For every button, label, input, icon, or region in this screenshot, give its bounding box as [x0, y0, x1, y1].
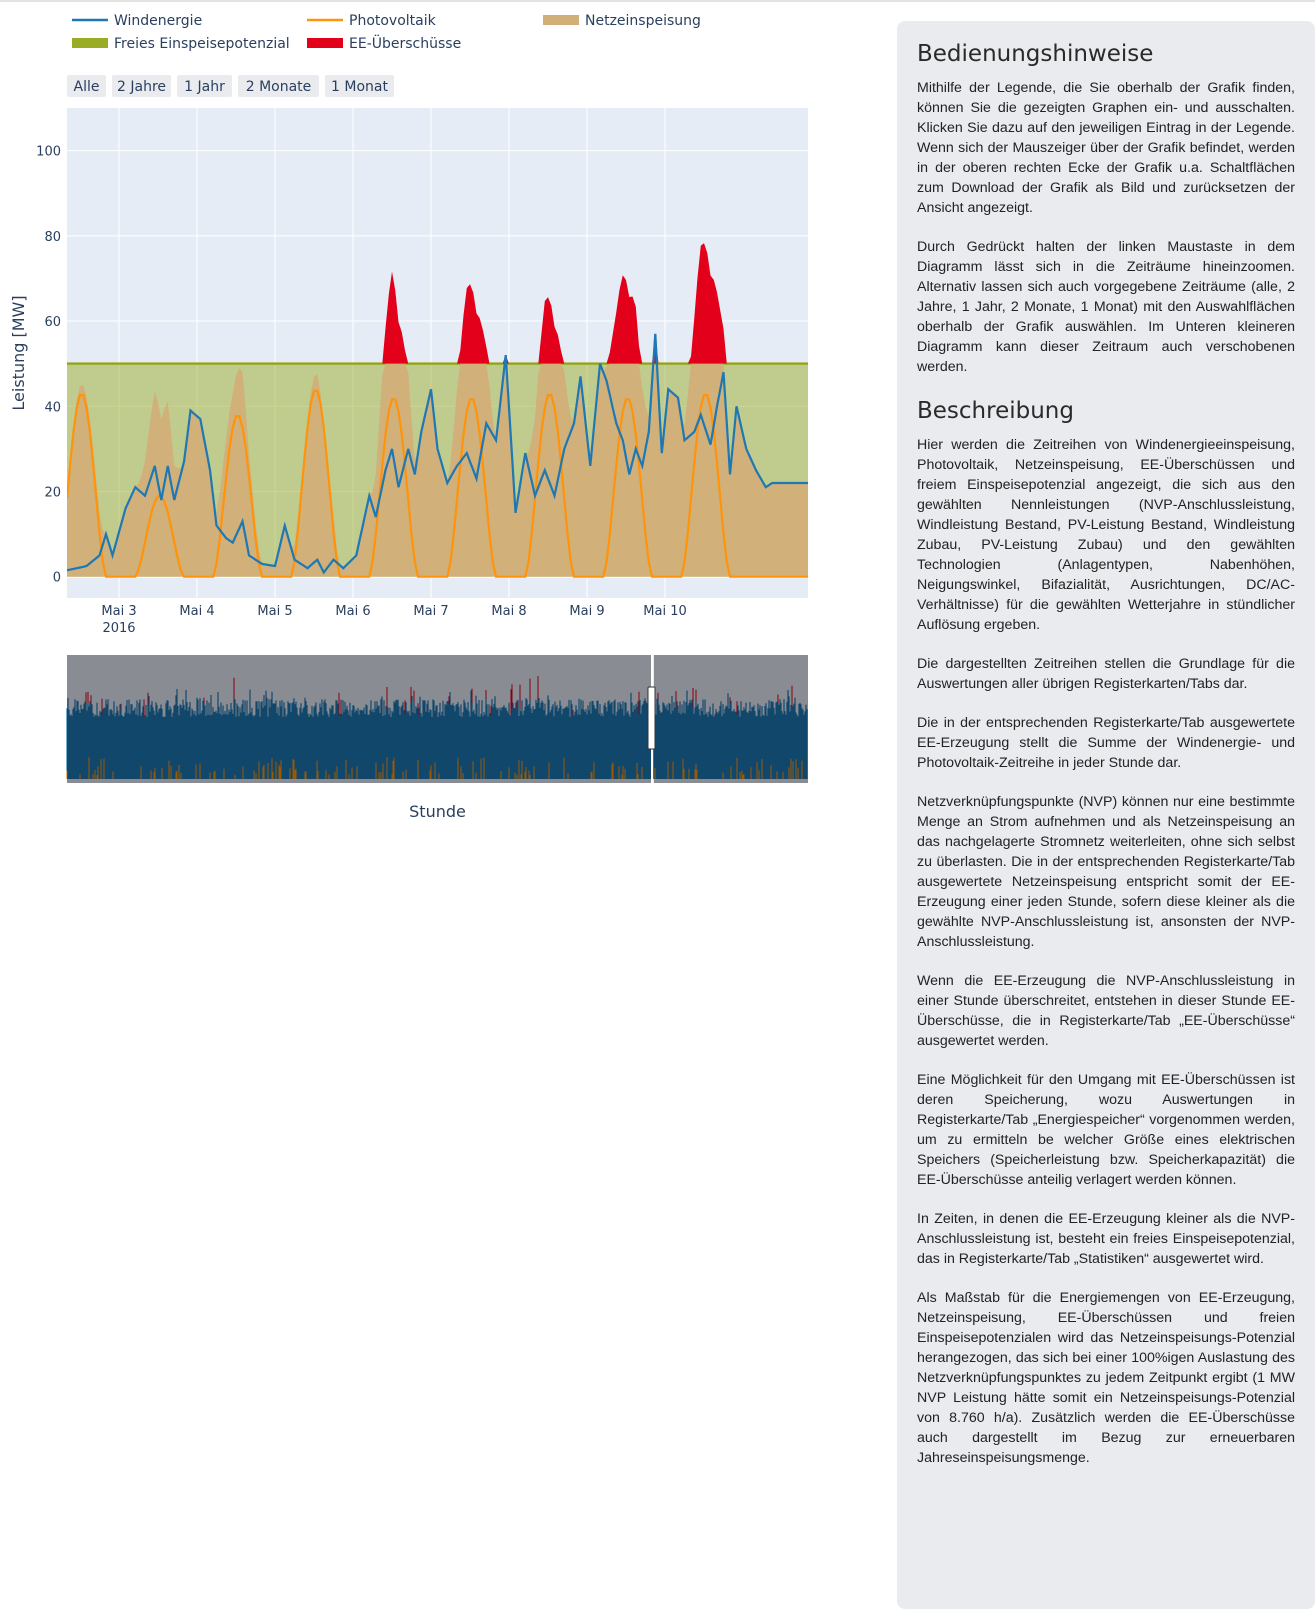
legend-swatch-ee-überschüsse: [307, 38, 343, 48]
range-button-2-monate[interactable]: [238, 75, 319, 97]
heading-bedienungshinweise: Bedienungshinweise: [917, 41, 1154, 67]
paragraph-beschreibung-1: Hier werden die Zeitreihen von Windenergieeinspeisung, Photovoltaik, Netzeinspeisung, EE-Überschüssen und freiem Einspeisepotenzial angezeigt, die sich aus den gewählten Nennleistungen (NVP-Anschlussleistung, Windleistung Bestand, PV-Leistung Bestand, Windleistung Zubau, PV-Leistung Zubau) und den gewählten Technologien (Anlagentypen, Nabenhöhen, Neigungswinkel, Bifazialität, Ausrichtungen, DC/AC-Verhältnisse) für die gewählten Wetterjahre in stündlicher Auflösung ergeben.: [917, 437, 1295, 633]
x-tick-label: Mai 10: [643, 604, 687, 619]
legend-item-netzeinspeisung[interactable]: [543, 13, 701, 29]
range-slider-handle[interactable]: [648, 687, 655, 749]
x-tick-year: 2016: [102, 621, 136, 636]
y-tick-label: 20: [44, 485, 61, 501]
range-slider-mask-right: [654, 655, 808, 783]
x-tick-label: Mai 8: [491, 604, 527, 619]
legend-swatch-freies-einspeisepotenzial: [72, 38, 108, 48]
x-tick-label: Mai 3: [101, 604, 137, 619]
y-tick-label: 40: [44, 400, 61, 416]
range-button-label: 2 Jahre: [117, 79, 166, 95]
legend-label-windenergie: Windenergie: [114, 13, 203, 29]
legend-swatch-netzeinspeisung: [543, 15, 579, 25]
range-button-label: 1 Monat: [331, 79, 388, 95]
range-button-1-jahr[interactable]: [177, 75, 232, 97]
paragraph-beschreibung-6: Eine Möglichkeit für den Umgang mit EE-Überschüssen ist deren Speicherung, wozu Auswertungen in Registerkarte/Tab „Energiespeicher“ vorgenommen werden, um zu ermitteln be welcher Größe eines elektrischen Speichers (Speicherleistung bzw. Speicherkapazität) die EE-Überschüsse anteilig verlagert werden können.: [917, 1072, 1295, 1188]
heading-beschreibung: Beschreibung: [917, 398, 1074, 424]
y-tick-label: 80: [44, 229, 61, 245]
legend: [72, 13, 701, 52]
y-tick-label: 100: [36, 144, 61, 160]
range-button-alle[interactable]: [67, 75, 106, 97]
range-button-label: Alle: [73, 79, 100, 95]
chart-container[interactable]: [0, 0, 880, 860]
paragraph-beschreibung-4: Netzverknüpfungspunkte (NVP) können nur eine bestimmte Menge an Strom aufnehmen und als Netzeinspeisung an das nachgelagerte Stromnetz weiterleiten, ohne sich selbst zu überlasten. Die in der entsprechenden Registerkarte/Tab ausgewertete Netzeinspeisung entspricht somit der EE-Erzeugung einer jeden Stunde, sofern diese kleiner als die gewählte NVP-Anschlussleistung ist, ansonsten der NVP-Anschlussleistung.: [917, 794, 1295, 950]
x-tick-label: Mai 4: [179, 604, 215, 619]
range-button-label: 1 Jahr: [184, 79, 225, 95]
paragraph-beschreibung-3: Die in der entsprechenden Registerkarte/Tab ausgewertete EE-Erzeugung stellt die Summe der Windenergie- und Photovoltaik-Zeitreihe in jeder Stunde dar.: [917, 715, 1295, 771]
paragraph-bedienung-2: Durch Gedrückt halten der linken Maustaste in dem Diagramm lässt sich in die Zeiträume hineinzoomen. Alternativ lassen sich auch vorgegebene Zeiträume (alle, 2 Jahre, 1 Jahr, 2 Monate, 1 Monat) mit den Auswahlflächen oberhalb der Grafik auswählen. Im Unteren kleineren Diagramm kann dieser Zeitraum auch verschobenen werden.: [917, 239, 1295, 375]
x-tick-label: Mai 7: [413, 604, 449, 619]
legend-label-ee-überschüsse: EE-Überschüsse: [349, 36, 462, 52]
paragraph-beschreibung-5: Wenn die EE-Erzeugung die NVP-Anschlussleistung in einer Stunde überschreitet, entstehen in dieser Stunde EE-Überschüsse, die in Registerkarte/Tab „EE-Überschüsse“ ausgewertet werden.: [917, 973, 1295, 1049]
y-tick-label: 0: [52, 570, 61, 586]
info-panel: [897, 21, 1315, 1609]
x-tick-label: Mai 6: [335, 604, 371, 619]
x-tick-label: Mai 9: [569, 604, 605, 619]
main-plot[interactable]: [67, 108, 808, 598]
legend-label-netzeinspeisung: Netzeinspeisung: [585, 13, 701, 29]
chart-svg[interactable]: [0, 0, 880, 860]
range-button-label: 2 Monate: [245, 79, 312, 95]
y-axis-title: Leistung [MW]: [9, 295, 28, 411]
x-axis-title: Stunde: [409, 802, 466, 821]
range-slider-mask-left: [67, 655, 652, 783]
legend-item-windenergie[interactable]: [72, 13, 202, 29]
paragraph-beschreibung-7: In Zeiten, in denen die EE-Erzeugung kleiner als die NVP-Anschlussleistung ist, besteht ein freies Einspeisepotenzial, das in Registerkarte/Tab „Statistiken“ ausgewertet wird.: [917, 1211, 1295, 1267]
legend-label-freies-einspeisepotenzial: Freies Einspeisepotenzial: [114, 36, 290, 52]
x-tick-label: Mai 5: [257, 604, 293, 619]
legend-item-ee-überschüsse[interactable]: [307, 34, 461, 52]
range-selector: [67, 75, 394, 97]
paragraph-beschreibung-8: Als Maßstab für die Energiemengen von EE-Erzeugung, Netzeinspeisung, EE-Überschüssen und freien Einspeisepotenzialen wird das Netzeinspeisungs-Potenzial herangezogen, das sich bei einer 100%igen Auslastung des Netzverknüpfungspunktes zu jedem Zeitpunkt ergibt (1 MW NVP Leistung hätte somit ein Netzeinspeisungs-Potenzial von 8.760 h/a). Zusätzlich werden die EE-Überschüsse auch dargestellt im Bezug zur erneuerbaren Jahreseinspeisungsmenge.: [917, 1290, 1295, 1466]
y-tick-label: 60: [44, 315, 61, 331]
y-axis: [36, 145, 61, 586]
paragraph-bedienung-1: Mithilfe der Legende, die Sie oberhalb der Grafik finden, können Sie die gezeigten Graphen ein- und ausschalten. Klicken Sie dazu auf den jeweiligen Eintrag in der Legende. Wenn sich der Mauszeiger über der Grafik befindet, werden in der oberen rechten Ecke der Grafik u.a. Schaltflächen zum Download der Grafik als Bild und zurücksetzen der Ansicht angezeigt.: [917, 80, 1295, 216]
paragraph-beschreibung-2: Die dargestellten Zeitreihen stellen die Grundlage für die Auswertungen aller übrigen Registerkarten/Tabs dar.: [917, 656, 1295, 692]
legend-item-freies-einspeisepotenzial[interactable]: [72, 36, 290, 52]
range-button-2-jahre[interactable]: [112, 75, 171, 97]
legend-item-photovoltaik[interactable]: [307, 13, 437, 29]
range-button-1-monat[interactable]: [325, 75, 394, 97]
legend-label-photovoltaik: Photovoltaik: [349, 13, 436, 29]
range-slider[interactable]: [67, 655, 808, 783]
x-axis: [101, 604, 686, 636]
